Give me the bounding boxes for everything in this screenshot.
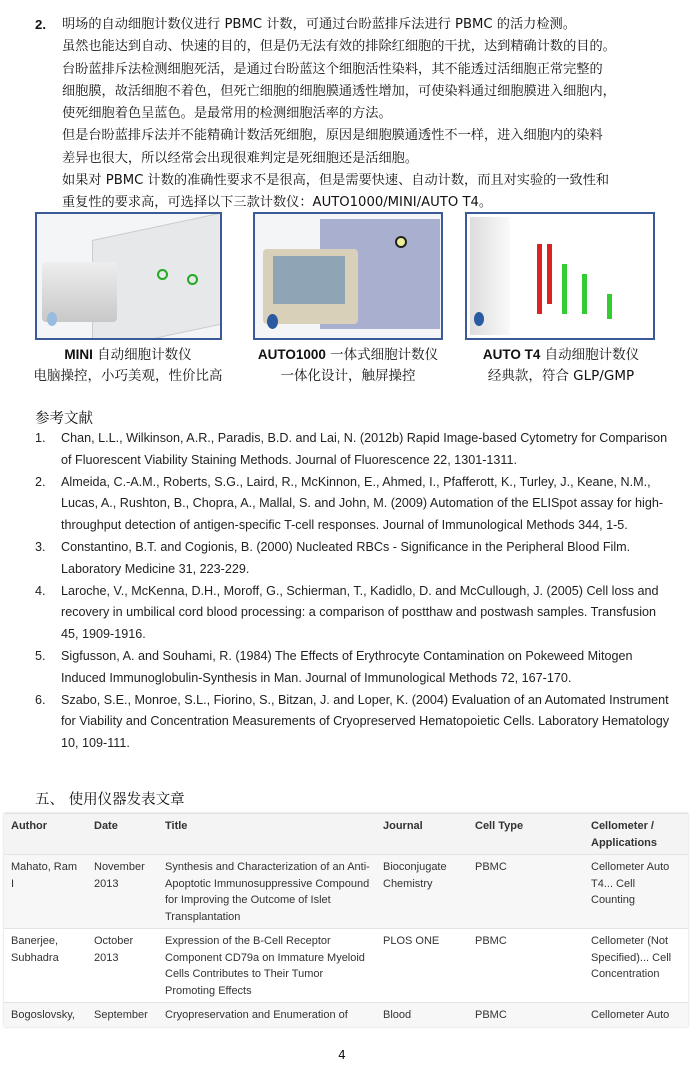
- reference-text: Sigfusson, A. and Souhami, R. (1984) The Effects of Erythrocyte Contamination on Pokeweed Mitogen Induced Immunoglobulin-Synthesis in Man. Journal of Immunological Methods 72, 167-170.: [61, 648, 633, 685]
- table-row: [4, 1003, 688, 1027]
- reference-item: [35, 690, 675, 755]
- table-row: [4, 929, 688, 1003]
- paragraph-line: 虽然也能达到自动、快速的目的，但是仍无法有效的排除红细胞的干扰，达到精确计数的目的。: [62, 39, 616, 55]
- reference-number: 4.: [35, 583, 46, 598]
- table-cell: Banerjee, Subhadra: [4, 929, 87, 1003]
- paragraph-line: 但是台盼蓝排斥法并不能精确计数活死细胞，原因是细胞膜通透性不一样，进入细胞内的染料: [62, 128, 603, 144]
- table-cell: Cryopreservation and Enumeration of: [158, 1003, 376, 1027]
- table-cell: Expression of the B-Cell Receptor Component CD79a on Immature Myeloid Cells Contributes to Their Tumor Promoting Effects: [158, 929, 376, 1003]
- reference-text: Szabo, S.E., Monroe, S.L., Fiorino, S., Bitzan, J. and Loper, K. (2004) Evaluation of an Automated Instrument for Viability and Concentration Measurements of Cryopreserved Hematopoietic Cells. Laboratory Hematology 10, 109-111.: [61, 692, 670, 751]
- table-cell: PBMC: [468, 855, 584, 929]
- column-header: Cell Type: [468, 814, 584, 855]
- table-cell: Cellometer (Not Specified)... Cell Concentration: [584, 929, 688, 1003]
- reference-text: Almeida, C.-A.M., Roberts, S.G., Laird, R., McKinnon, E., Ahmed, I., Pfafferott, K., Turley, J., Keane, N.M., Lucas, A., Rushton, B., Chopra, A., Mallal, S. and John, M. (2009) Automation of the ELISpot assay for high-throughput detection of antigen-specific T-cell responses. Journal of Immunological Methods 344, 1-5.: [61, 474, 664, 533]
- product-caption-mini: MINI 自动细胞计数仪 电脑操控，小巧美观，性价比高: [33, 347, 223, 384]
- reference-item: [35, 537, 675, 581]
- publications-table: [4, 813, 688, 1027]
- reference-item: [35, 581, 675, 646]
- table-cell: Cellometer Auto T4... Cell Counting: [584, 855, 688, 929]
- paragraph-line: 重复性的要求高，可选择以下三款计数仪：AUTO1000/MINI/AUTO T4。: [62, 195, 493, 211]
- reference-text: Constantino, B.T. and Cogionis, B. (2000) Nucleated RBCs - Significance in the Peripheral Blood Film. Laboratory Medicine 31, 223-229.: [61, 539, 631, 576]
- table-cell: Bogoslovsky,: [4, 1003, 87, 1027]
- reference-text: Chan, L.L., Wilkinson, A.R., Paradis, B.D. and Lai, N. (2012b) Rapid Image-based Cytometry for Comparison of Fluorescent Viability Staining Methods. Journal of Fluorescence 22, 1301-1311.: [61, 431, 668, 467]
- table-cell: Synthesis and Characterization of an Anti-Apoptotic Immunosuppressive Compound for Improving the Outcome of Islet Transplantation: [158, 855, 376, 929]
- reference-item: [35, 646, 675, 690]
- reference-number: 5.: [35, 648, 46, 663]
- paragraph-line: 如果对 PBMC 计数的准确性要求不是很高，但是需要快速、自动计数，而且对实验的一致性和: [62, 173, 610, 189]
- column-header: Author: [4, 814, 87, 855]
- table-cell: Cellometer Auto: [584, 1003, 688, 1027]
- reference-number: 2.: [35, 474, 46, 489]
- product-caption-auto1000: AUTO1000 一体式细胞计数仪 一体化设计，触屏操控: [257, 347, 439, 384]
- intro-paragraph: [35, 14, 685, 215]
- column-header: Cellometer / Applications: [584, 814, 688, 855]
- column-header: Title: [158, 814, 376, 855]
- table-cell: PLOS ONE: [376, 929, 468, 1003]
- table-cell: Bioconjugate Chemistry: [376, 855, 468, 929]
- table-cell: PBMC: [468, 1003, 584, 1027]
- references-heading: 参考文献: [35, 411, 93, 427]
- table-cell: PBMC: [468, 929, 584, 1003]
- paragraph-line: 细胞膜，故活细胞不着色，但死亡细胞的细胞膜通透性增加，可使染料通过细胞膜进入细胞内，: [62, 83, 616, 99]
- auto-t4-counter-image: [465, 212, 655, 340]
- column-header: Journal: [376, 814, 468, 855]
- paragraph-line: 明场的自动细胞计数仪进行 PBMC 计数，可通过台盼蓝排斥法进行 PBMC 的活力检测。: [62, 17, 576, 32]
- reference-item: [35, 472, 675, 537]
- table-cell: November 2013: [87, 855, 158, 929]
- reference-text: Laroche, V., McKenna, D.H., Moroff, G., Schierman, T., Kadidlo, D. and McCullough, J. (2005) Cell loss and recovery in umbilical cord blood processing: a comparison of postthaw and postwash samples. Transfusion 45, 1909-1916.: [61, 583, 659, 642]
- paragraph-line: 台盼蓝排斥法检测细胞死活，是通过台盼蓝这个细胞活性染料，其不能透过活细胞正常完整的: [62, 61, 603, 77]
- reference-number: 1.: [35, 431, 46, 445]
- reference-number: 3.: [35, 539, 46, 554]
- table-cell: Mahato, Ram I: [4, 855, 87, 929]
- auto1000-counter-image: [253, 212, 443, 340]
- table-cell: October 2013: [87, 929, 158, 1003]
- reference-number: 6.: [35, 692, 46, 707]
- product-caption-auto-t4: AUTO T4 自动细胞计数仪 经典款，符合 GLP/GMP: [482, 347, 640, 384]
- section-heading: 五、 使用仪器发表文章: [35, 792, 185, 808]
- references-list: [35, 428, 675, 755]
- table-cell: Blood: [376, 1003, 468, 1027]
- paragraph-line: 差异也很大，所以经常会出现很难判定是死细胞还是活细胞。: [62, 150, 419, 166]
- column-header: Date: [87, 814, 158, 855]
- table-row: [4, 855, 688, 929]
- reference-item: [35, 428, 675, 472]
- mini-counter-image: [35, 212, 222, 340]
- page-number: 4: [338, 1048, 346, 1062]
- paragraph-line: 使死细胞着色呈蓝色。是最常用的检测细胞活率的方法。: [62, 106, 392, 122]
- table-cell: September: [87, 1003, 158, 1027]
- item-number: 2.: [35, 17, 46, 32]
